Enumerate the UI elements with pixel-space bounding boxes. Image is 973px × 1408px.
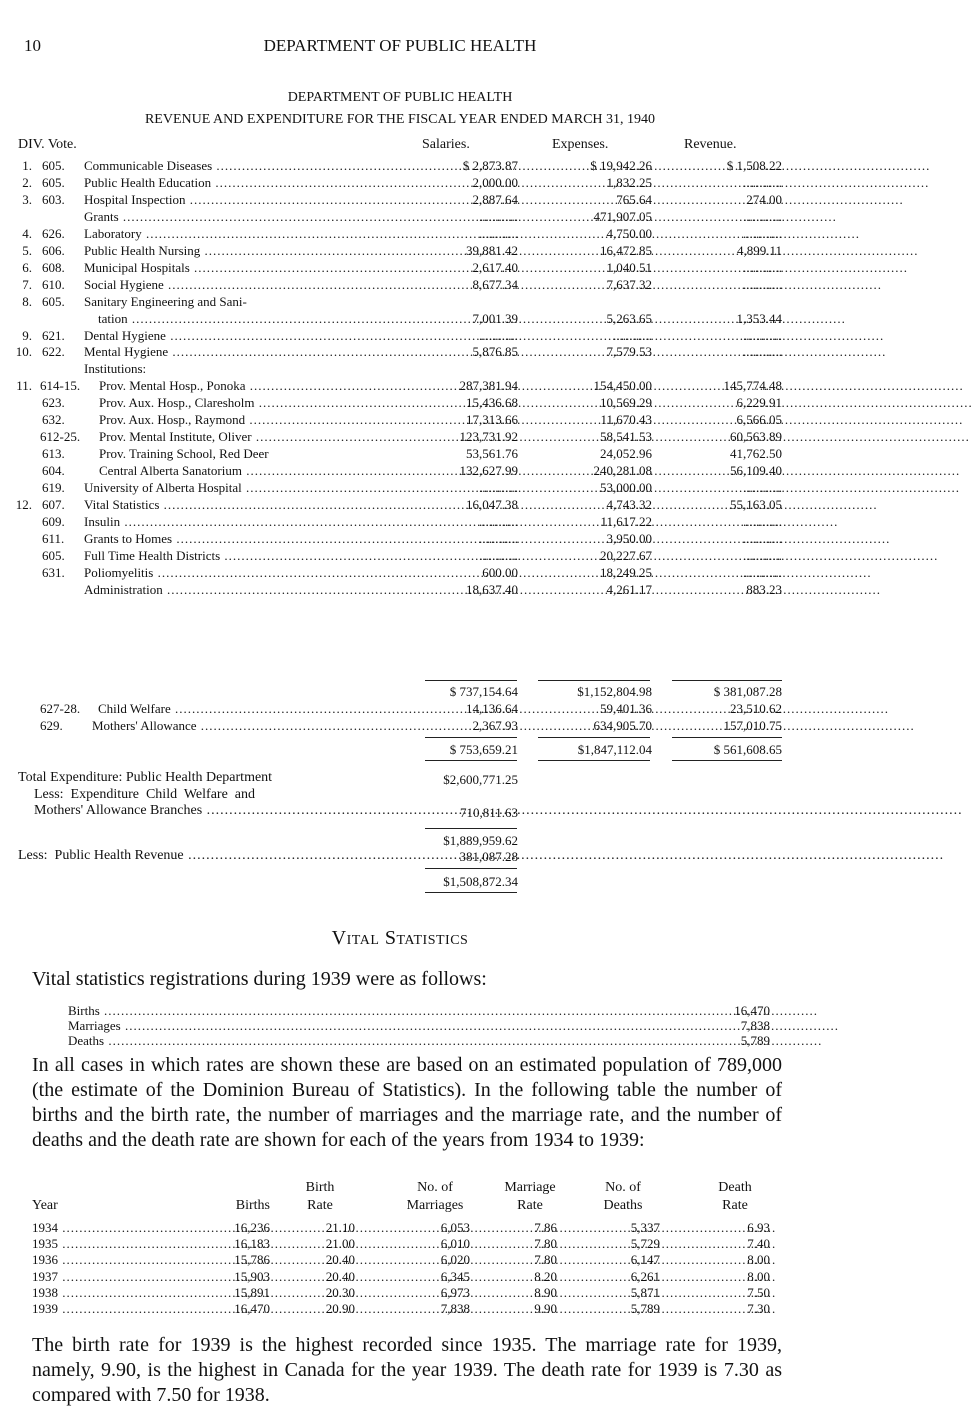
row-expenses: ............ [613,328,652,343]
row-revenue: 56,109.40 [730,463,782,478]
rate-deaths: 5,789 [630,1301,660,1316]
row-label: Mental Hygiene ..... [84,344,402,360]
expenditure-row [0,294,800,310]
row-salaries: 53,561.76 [466,446,518,461]
row-vote: 603. [42,192,65,207]
row-salaries: 16,047.38 [466,497,518,512]
rate-marriage-rate: 7.86 [534,1220,557,1235]
rate-deaths: 5,871 [630,1285,660,1300]
rule [672,737,782,738]
row-revenue: ............ [743,226,782,241]
mothers-allowance-branches-label: Mothers' Allowance Branches ..... [34,804,402,817]
row-label: Public Health Nursing ..... [84,243,402,259]
row-div: 3. [22,192,32,207]
rate-death-rate: 6.93 [747,1220,770,1235]
row-div: 4. [22,226,32,241]
rate-birth-rate: 21.00 [325,1236,355,1251]
expenditure-row [0,243,800,259]
subtotal-revenue: $ 381,087.28 [713,684,782,699]
row-expenses: 5,263.65 [606,311,652,326]
row-expenses: 59,401.36 [600,701,652,716]
row-label: Prov. Aux. Hosp., Raymond ..... [99,412,402,428]
th-births: Births [235,1198,270,1213]
expenditure-row [0,175,800,191]
row-salaries: 287,381.94 [459,378,518,393]
rate-marriages: 6,973 [440,1285,470,1300]
less-welfare-value: 710,811.63 [459,805,518,820]
row-vote: 622. [42,344,65,359]
row-label: Prov. Training School, Red Deer [99,446,269,461]
expenditure-row [0,209,800,225]
row-salaries: 2,000.00 [472,175,518,190]
row-label: Prov. Aux. Hosp., Claresholm ..... [99,395,402,411]
row-label: tation ..... [98,311,402,327]
row-salaries: 600.00 [482,565,518,580]
row-label: Grants ..... [84,209,402,225]
vital-paragraph-2: The birth rate for 1939 is the highest recorded since 1935. The marriage rate for 1939, namely, 9.90, is the highest in Canada for the year 1939. The death rate for 1939 is 7.30 as compared with 7.50 for 1938. [32,1334,782,1406]
registration-label: Births ..... [68,1003,720,1019]
expenditure-row [0,328,800,344]
less-welfare-label: Less: Expenditure Child Welfare and [34,787,255,802]
rate-deaths: 5,729 [630,1236,660,1251]
registration-value: 7,838 [740,1018,770,1033]
registration-label: Marriages ..... [68,1018,720,1034]
row-expenses: 154,450.00 [593,378,652,393]
row-salaries: $ 2,873.87 [462,158,518,173]
row-vote: 626. [42,226,65,241]
row-expenses: 4,750.00 [606,226,652,241]
row-label: University of Alberta Hospital ..... [84,480,402,496]
rule [425,737,517,738]
report-subtitle: REVENUE AND EXPENDITURE FOR THE FISCAL YEAR ENDED MARCH 31, 1940 [144,112,656,127]
expenditure-row [0,531,800,547]
row-div: 9. [22,328,32,343]
vital-intro: Vital statistics registrations during 1939 were as follows: [32,968,487,990]
rate-deaths: 5,337 [630,1220,660,1235]
rates-table-row [0,1301,800,1317]
row-revenue: ............ [743,209,782,224]
expenditure-row [0,226,800,242]
row-expenses: 240,281.08 [593,463,652,478]
page-header [0,36,800,60]
row-vote: 619. [42,480,65,495]
th-birth-rate-2: Rate [307,1198,333,1213]
expenditure-row [0,311,800,327]
expenditure-row [0,446,800,462]
rate-births: 16,470 [234,1301,270,1316]
row-revenue: ............ [743,260,782,275]
rule [425,892,517,893]
row-expenses: 7,579.53 [606,344,652,359]
row-salaries: 18,637.40 [466,582,518,597]
expenditure-row [0,514,800,530]
row-revenue: 145,774.48 [723,378,782,393]
row-revenue: 4,899.11 [736,243,782,258]
row-label: Municipal Hospitals ..... [84,260,402,276]
row-label: Sanitary Engineering and Sani- [84,294,247,309]
total-expenditure-label: Total Expenditure: Public Health Department [18,770,273,785]
rate-birth-rate: 20.40 [325,1269,355,1284]
row-expenses: 4,261.17 [606,582,652,597]
col-div-vote: DIV. Vote. [18,137,77,152]
rate-births: 15,786 [234,1252,270,1267]
row-label: Child Welfare ..... [98,701,402,717]
report-title: DEPARTMENT OF PUBLIC HEALTH [287,90,513,105]
expenditure-row [0,429,800,445]
row-div: 1. [22,158,32,173]
rate-birth-rate: 20.90 [325,1301,355,1316]
vital-paragraph-1: In all cases in which rates are shown these are based on an estimated population of 789,000 (the estimate of the Dominion Bureau of Statistics). In the following table the number of births and the birth rate, the number of marriages and the marriage rate, and the number of deaths and the death rate are shown for each of the years from 1934 to 1939: [32,1054,782,1151]
rate-year: 1939 ..... [32,1301,192,1317]
row-expenses: 7,637.32 [606,277,652,292]
rates-table-row [0,1269,800,1285]
registration-value: 16,470 [734,1003,770,1018]
th-marriage-rate-1: Marriage [504,1180,556,1195]
expenditure-row [0,192,800,208]
rate-marriages: 6,345 [440,1269,470,1284]
rate-births: 15,891 [234,1285,270,1300]
row-expenses: 11,617.22 [600,514,652,529]
row-div: 8. [22,294,32,309]
expenditure-row [0,463,800,479]
row-div: 11. [16,378,32,393]
row-vote: 627-28. [40,701,81,716]
row-div: 12. [15,497,32,512]
rates-table-row [0,1220,800,1236]
row-salaries: ............ [479,531,518,546]
expenditure-row [0,378,800,394]
row-revenue: 157,010.75 [723,718,782,733]
th-death-rate-2: Rate [722,1198,748,1213]
expenditure-row [0,497,800,513]
row-vote: 632. [42,412,65,427]
rate-marriages: 6,010 [440,1236,470,1251]
rate-births: 16,183 [234,1236,270,1251]
rate-year: 1938 ..... [32,1285,192,1301]
row-revenue: $ 1,508.22 [726,158,782,173]
rate-births: 16,236 [234,1220,270,1235]
expenditure-row [0,277,800,293]
expenditure-row [0,582,800,598]
row-expenses: 20,227.67 [600,548,652,563]
row-salaries: ............ [479,514,518,529]
less-revenue-label: Less: Public Health Revenue ..... [18,849,402,862]
expenditure-row [0,480,800,496]
row-div: 2. [22,175,32,190]
row-revenue: 274.00 [746,192,782,207]
th-death-rate-1: Death [718,1180,752,1195]
row-label: Poliomyelitis ..... [84,565,402,581]
row-vote: 623. [42,395,65,410]
rate-marriage-rate: 7.80 [534,1236,557,1251]
rule [538,760,650,761]
expenditure-row [0,361,800,377]
row-vote: 608. [42,260,65,275]
row-label: Institutions: [84,361,147,376]
row-revenue: 1,353.44 [736,311,782,326]
row-vote: 604. [42,463,65,478]
rate-birth-rate: 20.30 [325,1285,355,1300]
row-expenses: 634,905.70 [593,718,652,733]
rates-table-row [0,1236,800,1252]
row-vote: 611. [42,531,65,546]
row-salaries: 7,001.39 [472,311,518,326]
row-expenses: 1,040.51 [606,260,652,275]
row-salaries: ............ [479,226,518,241]
row-label: Insulin ..... [84,514,402,530]
row-revenue: 6,566.05 [736,412,782,427]
rate-deaths: 6,147 [630,1252,660,1267]
rate-year: 1934 ..... [32,1220,192,1236]
total-expenditure-value: $2,600,771.25 [443,772,518,787]
row-vote: 613. [42,446,65,461]
row-vote: 621. [42,328,65,343]
row-salaries: 39,881.42 [466,243,518,258]
row-label: Full Time Health Districts ..... [84,548,402,564]
row-expenses: 471,907.05 [593,209,652,224]
row-salaries: 2,887.64 [472,192,518,207]
rate-death-rate: 8.00 [747,1269,770,1284]
row-revenue: ............ [743,531,782,546]
row-expenses: 58,541.53 [600,429,652,444]
row-label: Laboratory ..... [84,226,402,242]
row-expenses: 16,472.85 [600,243,652,258]
rule [538,737,650,738]
rate-marriage-rate: 8.90 [534,1285,557,1300]
row-vote: 629. [40,718,63,733]
row-salaries: 15,436.68 [466,395,518,410]
row-vote: 606. [42,243,65,258]
row-label: Mothers' Allowance ..... [92,718,402,734]
row-salaries: ............ [479,480,518,495]
row-vote: 605. [42,294,65,309]
rule [672,760,782,761]
expenditure-row [0,158,800,174]
row-expenses: 765.64 [616,192,652,207]
expenditure-row [0,412,800,428]
row-label: Hospital Inspection ..... [84,192,402,208]
row-revenue: ............ [743,277,782,292]
row-revenue: ............ [743,328,782,343]
rule [425,868,517,869]
rate-year: 1936 ..... [32,1252,192,1268]
col-revenue: Revenue. [684,137,737,152]
less-revenue-value: 381,087.28 [459,849,518,864]
rule [425,760,517,761]
rate-marriage-rate: 9.90 [534,1301,557,1316]
expenditure-row [0,548,800,564]
vital-statistics-heading: Vital Statistics [331,927,469,949]
row-label: Vital Statistics ..... [84,497,402,513]
row-revenue: 23,510.62 [730,701,782,716]
page-number: 10 [24,36,41,55]
rule [425,828,517,829]
running-title: DEPARTMENT OF PUBLIC HEALTH [263,36,537,55]
total-revenue: $ 561,608.65 [713,742,782,757]
row-revenue: 41,762.50 [730,446,782,461]
row-div: 10. [15,344,32,359]
th-year: Year [32,1198,58,1213]
row-salaries: 123,731.92 [459,429,518,444]
row-expenses: 3,950.00 [606,531,652,546]
row-salaries: 17,313.66 [466,412,518,427]
row-revenue: 6,229.91 [736,395,782,410]
rates-table-row [0,1252,800,1268]
rate-birth-rate: 20.40 [325,1252,355,1267]
row-label: Communicable Diseases ..... [84,158,402,174]
subtotal-salaries: $ 737,154.64 [449,684,518,699]
row-div: 5. [22,243,32,258]
row-revenue: ............ [743,548,782,563]
th-marriages-2: Marriages [406,1198,464,1213]
row-vote: 605. [42,175,65,190]
col-expenses: Expenses. [552,137,609,152]
row-vote: 607. [42,497,65,512]
rate-year: 1935 ..... [32,1236,192,1252]
row-salaries: 132,627.99 [459,463,518,478]
rate-birth-rate: 21.10 [325,1220,355,1235]
row-revenue: 55,163.05 [730,497,782,512]
net-expenditure: $1,508,872.34 [443,874,518,889]
row-label: Central Alberta Sanatorium ..... [99,463,402,479]
rate-death-rate: 8.00 [747,1252,770,1267]
net-subtotal: $1,889,959.62 [443,833,518,848]
row-expenses: $ 19,942.26 [590,158,652,173]
row-revenue: 60,563.89 [730,429,782,444]
row-label: Social Hygiene ..... [84,277,402,293]
row-label: Prov. Mental Hosp., Ponoka ..... [99,378,402,394]
total-expenses: $1,847,112.04 [577,742,652,757]
rate-marriage-rate: 8.20 [534,1269,557,1284]
row-expenses: 18,249.25 [600,565,652,580]
subtotal-expenses: $1,152,804.98 [577,684,652,699]
welfare-row [0,718,800,734]
rate-births: 15,903 [234,1269,270,1284]
th-marriage-rate-2: Rate [517,1198,543,1213]
row-expenses: 10,569.29 [600,395,652,410]
th-birth-rate-1: Birth [305,1180,335,1195]
row-expenses: 24,052.96 [600,446,652,461]
row-salaries: 2,367.93 [472,718,518,733]
row-vote: 605. [42,548,65,563]
th-deaths-2: Deaths [603,1198,643,1213]
row-label: Grants to Homes ..... [84,531,402,547]
rate-marriage-rate: 7.80 [534,1252,557,1267]
expenditure-row [0,344,800,360]
total-salaries: $ 753,659.21 [449,742,518,757]
row-vote: 614-15. [40,378,81,393]
row-salaries: 2,617.40 [472,260,518,275]
row-salaries: 5,876.85 [472,344,518,359]
row-revenue: ............ [743,344,782,359]
col-salaries: Salaries. [422,137,470,152]
row-vote: 609. [42,514,65,529]
rate-year: 1937 ..... [32,1269,192,1285]
row-vote: 612-25. [40,429,81,444]
row-expenses: 4,743.32 [606,497,652,512]
row-salaries: 14,136.64 [466,701,518,716]
row-label: Administration ..... [84,582,402,598]
rule [425,680,517,681]
rate-marriages: 7,838 [440,1301,470,1316]
row-label: Dental Hygiene ..... [84,328,402,344]
th-deaths-1: No. of [605,1180,641,1195]
registration-label: Deaths ..... [68,1033,720,1049]
row-salaries: ............ [479,328,518,343]
expenditure-row [0,565,800,581]
row-revenue: ............ [743,514,782,529]
row-expenses: 11,670.43 [600,412,652,427]
row-vote: 610. [42,277,65,292]
rate-death-rate: 7.50 [747,1285,770,1300]
row-expenses: 1,832.25 [606,175,652,190]
rate-death-rate: 7.40 [747,1236,770,1251]
rate-marriages: 6,053 [440,1220,470,1235]
row-revenue: ............ [743,565,782,580]
rates-table-row [0,1285,800,1301]
rate-death-rate: 7.30 [747,1301,770,1316]
row-div: 6. [22,260,32,275]
row-label: Prov. Mental Institute, Oliver ..... [99,429,402,445]
row-revenue: 883.23 [746,582,782,597]
expenditure-row [0,395,800,411]
row-vote: 631. [42,565,65,580]
th-marriages-1: No. of [417,1180,453,1195]
row-salaries: ............ [479,548,518,563]
row-div: 7. [22,277,32,292]
welfare-row [0,701,800,717]
row-revenue: ............ [743,175,782,190]
rate-marriages: 6,020 [440,1252,470,1267]
registration-value: 5,789 [740,1033,770,1048]
row-revenue: ............ [743,480,782,495]
row-vote: 605. [42,158,65,173]
rate-deaths: 6,261 [630,1269,660,1284]
row-salaries: 8,677.34 [472,277,518,292]
rule [538,680,650,681]
row-salaries: ............ [479,209,518,224]
row-label: Public Health Education ..... [84,175,402,191]
expenditure-row [0,260,800,276]
row-expenses: 53,000.00 [600,480,652,495]
rule [672,680,782,681]
